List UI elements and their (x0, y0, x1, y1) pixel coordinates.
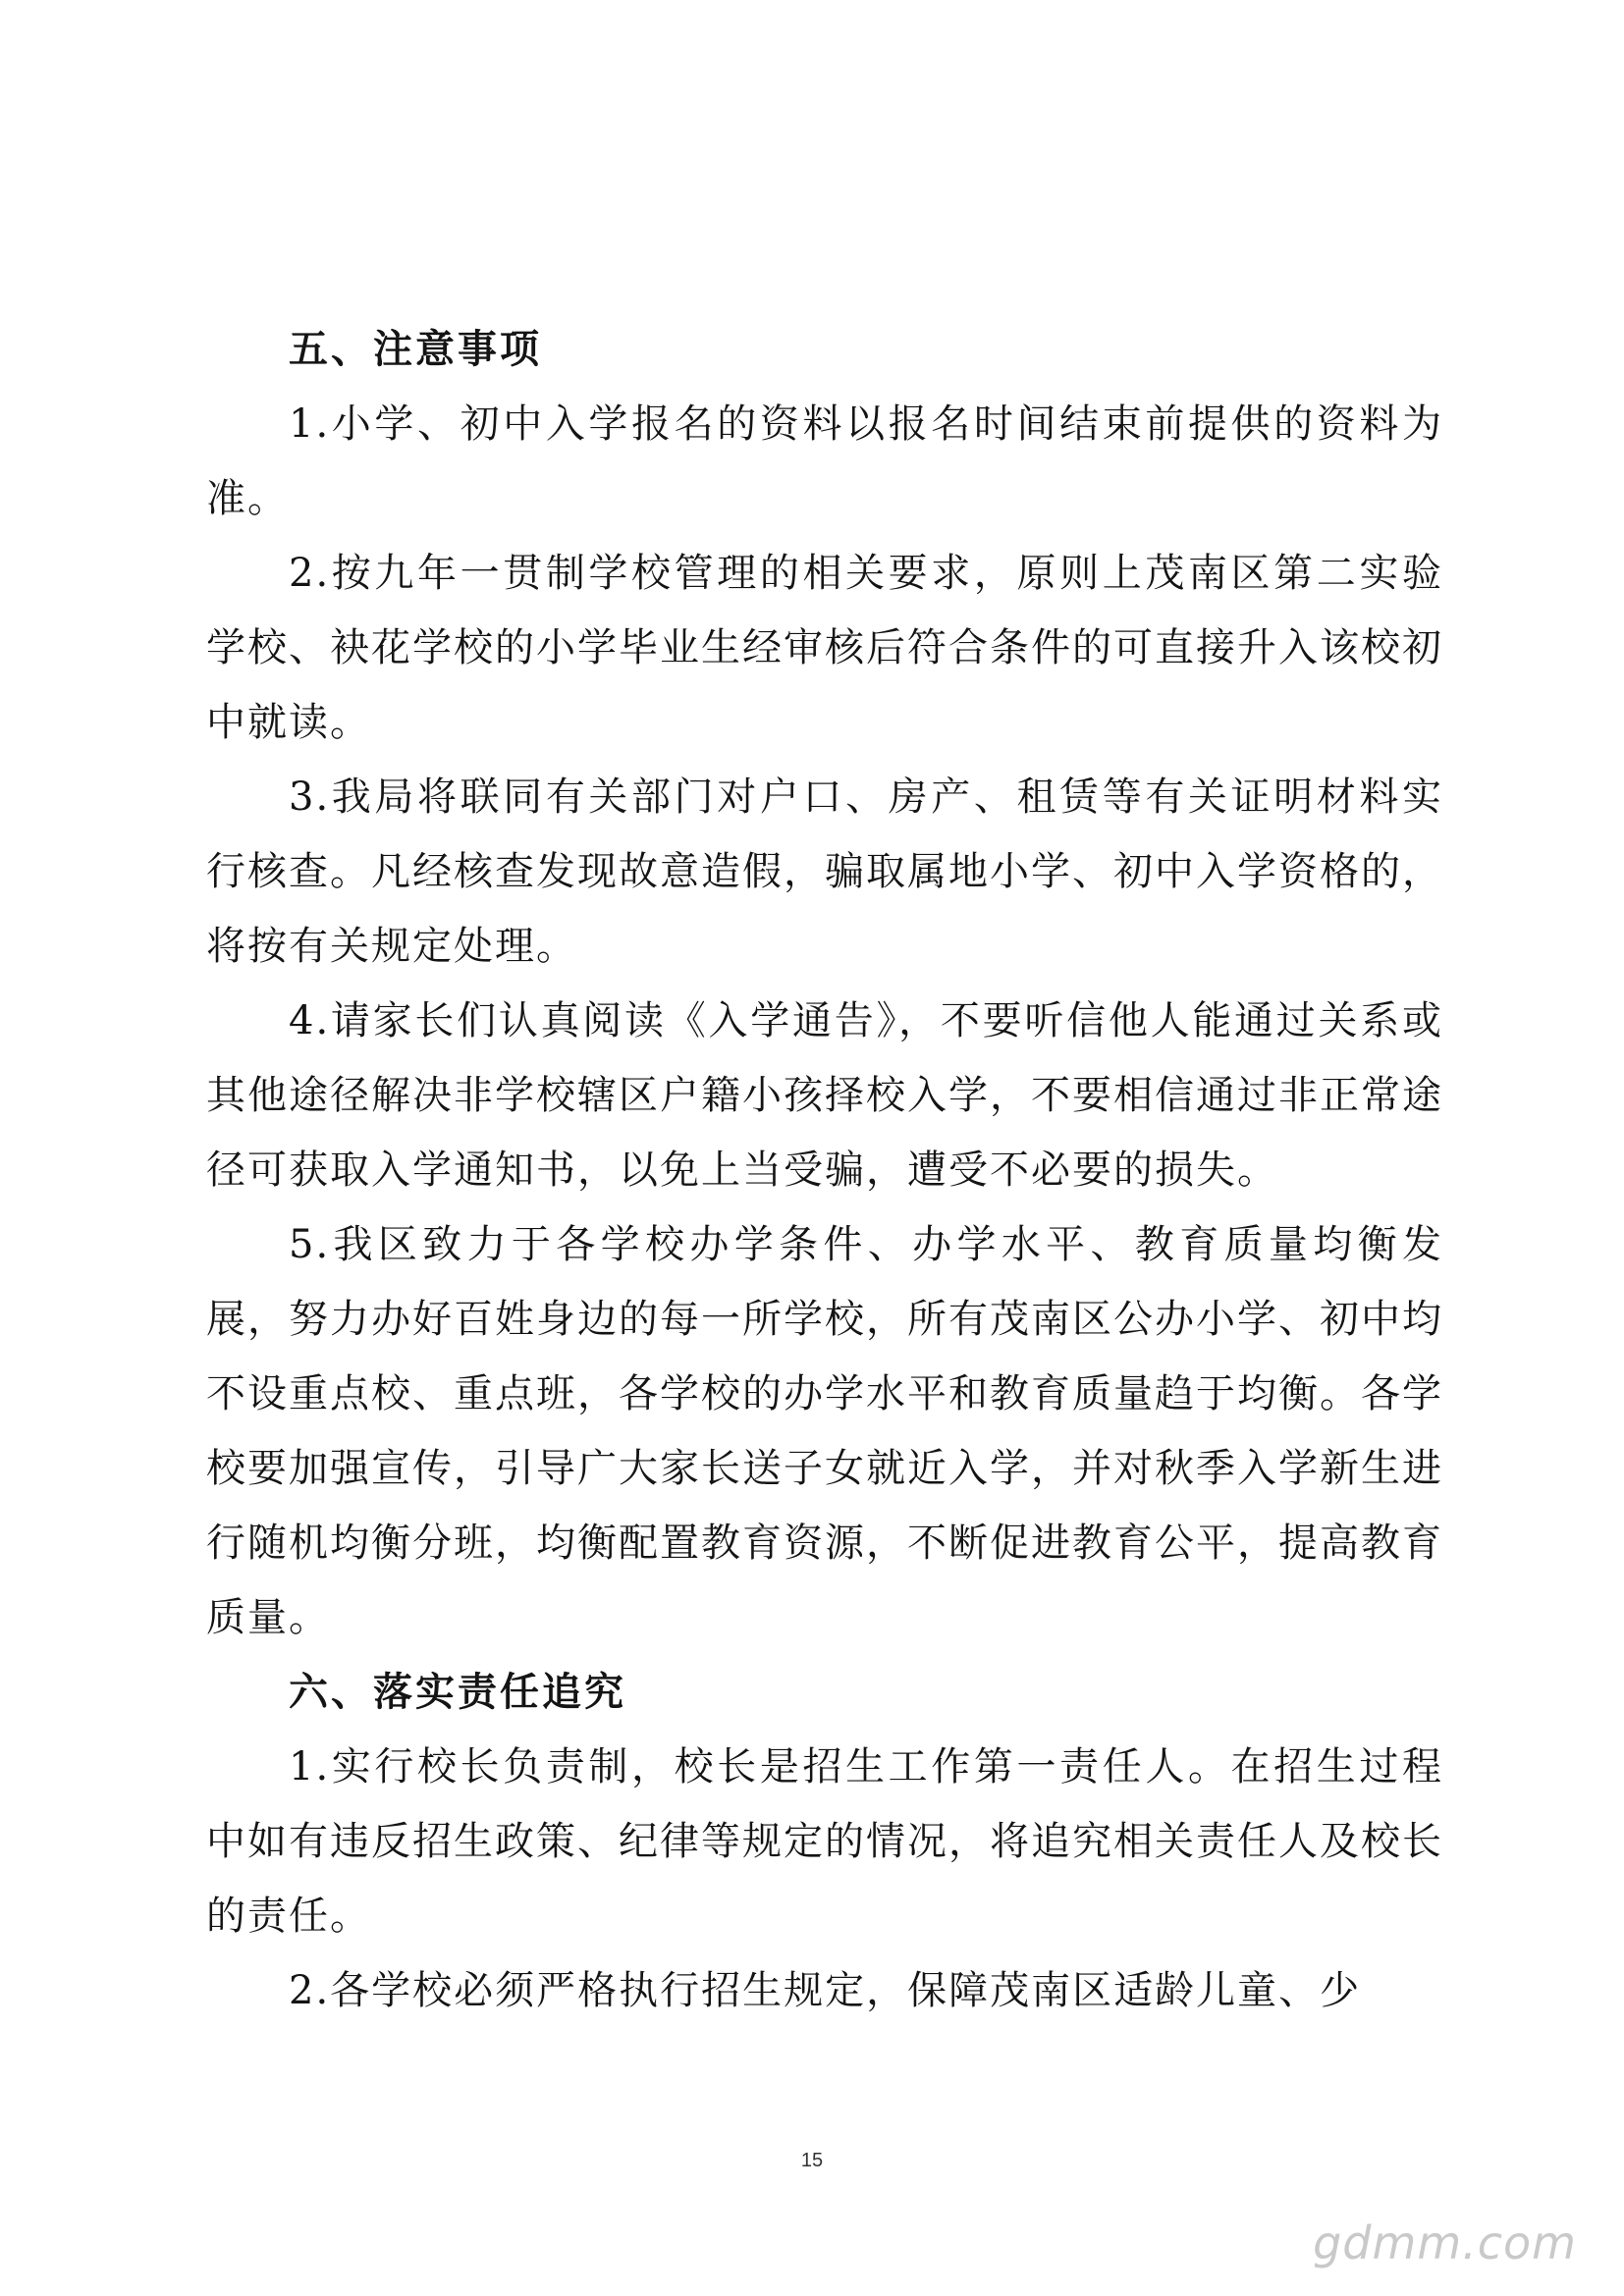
section-accountability (206, 1655, 1443, 2028)
paragraph: 2.各学校必须严格执行招生规定，保障茂南区适龄儿童、少 (289, 1968, 1362, 2013)
paragraph: 1.小学、初中入学报名的资料以报名时间结束前提供的资料为准。 (206, 401, 1443, 521)
paragraph: 4.请家长们认真阅读《入学通告》，不要听信他人能通过关系或其他途径解决非学校辖区户籍小孩择校入学，不要相信通过非正常途径可获取入学通知书，以免上当受骗，遭受不必要的损失。 (206, 998, 1443, 1193)
section-heading: 五、注意事项 (289, 326, 542, 372)
section-heading: 六、落实责任追究 (289, 1669, 626, 1715)
document-body (206, 312, 1443, 2028)
site-watermark: gdmm.com (1313, 2216, 1577, 2269)
page-number: 15 (800, 2150, 824, 2171)
paragraph: 2.按九年一贯制学校管理的相关要求，原则上茂南区第二实验学校、袂花学校的小学毕业生经审核后符合条件的可直接升入该校初中就读。 (206, 551, 1443, 745)
paragraph: 1.实行校长负责制，校长是招生工作第一责任人。在招生过程中如有违反招生政策、纪律等规定的情况，将追究相关责任人及校长的责任。 (206, 1744, 1443, 1939)
paragraph: 5.我区致力于各学校办学条件、办学水平、教育质量均衡发展，努力办好百姓身边的每一所学校，所有茂南区公办小学、初中均不设重点校、重点班，各学校的办学水平和教育质量趋于均衡。各学校要加强宣传，引导广大家长送子女就近入学，并对秋季入学新生进行随机均衡分班，均衡配置教育资源，不断促进教育公平，提高教育质量。 (206, 1222, 1443, 1640)
paragraph: 3.我局将联同有关部门对户口、房产、租赁等有关证明材料实行核查。凡经核查发现故意造假，骗取属地小学、初中入学资格的，将按有关规定处理。 (206, 774, 1443, 969)
section-notes (206, 312, 1443, 1655)
